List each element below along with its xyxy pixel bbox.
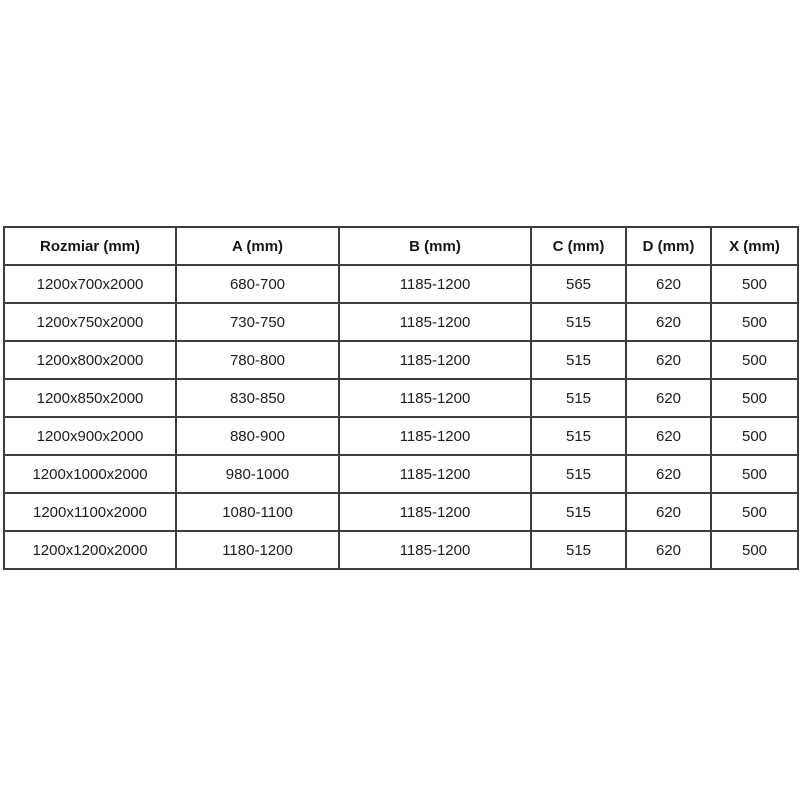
table-cell: 515 <box>531 493 626 531</box>
table-cell: 1180-1200 <box>176 531 339 569</box>
table-row <box>4 493 798 531</box>
table-cell: 680-700 <box>176 265 339 303</box>
spec-table <box>3 226 799 570</box>
table-cell: 515 <box>531 455 626 493</box>
table-cell: 500 <box>711 379 798 417</box>
table-row <box>4 531 798 569</box>
table-cell: 730-750 <box>176 303 339 341</box>
table-cell: 620 <box>626 531 711 569</box>
table-cell: 1185-1200 <box>339 493 531 531</box>
table-cell: 515 <box>531 379 626 417</box>
table-cell: 880-900 <box>176 417 339 455</box>
column-header-x: X (mm) <box>711 227 798 265</box>
table-cell: 1185-1200 <box>339 265 531 303</box>
table-cell: 1185-1200 <box>339 455 531 493</box>
table-cell: 1200x900x2000 <box>4 417 176 455</box>
table-cell: 1200x750x2000 <box>4 303 176 341</box>
table-cell: 1185-1200 <box>339 379 531 417</box>
table-cell: 515 <box>531 341 626 379</box>
table-cell: 620 <box>626 417 711 455</box>
table-cell: 620 <box>626 341 711 379</box>
table-cell: 515 <box>531 303 626 341</box>
table-cell: 620 <box>626 379 711 417</box>
table-cell: 1080-1100 <box>176 493 339 531</box>
spec-table-container <box>3 226 797 570</box>
spec-table-body <box>4 265 798 569</box>
table-cell: 500 <box>711 265 798 303</box>
table-cell: 500 <box>711 493 798 531</box>
table-row <box>4 417 798 455</box>
table-row <box>4 379 798 417</box>
table-cell: 565 <box>531 265 626 303</box>
table-row <box>4 265 798 303</box>
table-cell: 980-1000 <box>176 455 339 493</box>
table-cell: 500 <box>711 455 798 493</box>
table-cell: 620 <box>626 455 711 493</box>
table-cell: 1200x1200x2000 <box>4 531 176 569</box>
table-cell: 1200x1000x2000 <box>4 455 176 493</box>
column-header-rozmiar: Rozmiar (mm) <box>4 227 176 265</box>
table-row <box>4 455 798 493</box>
table-cell: 780-800 <box>176 341 339 379</box>
table-cell: 1200x1100x2000 <box>4 493 176 531</box>
table-cell: 620 <box>626 265 711 303</box>
table-cell: 500 <box>711 341 798 379</box>
table-cell: 515 <box>531 417 626 455</box>
table-cell: 1185-1200 <box>339 303 531 341</box>
table-cell: 515 <box>531 531 626 569</box>
header-row <box>4 227 798 265</box>
table-cell: 620 <box>626 303 711 341</box>
table-cell: 500 <box>711 531 798 569</box>
table-cell: 500 <box>711 417 798 455</box>
table-row <box>4 303 798 341</box>
table-cell: 620 <box>626 493 711 531</box>
table-row <box>4 341 798 379</box>
table-cell: 1200x700x2000 <box>4 265 176 303</box>
column-header-a: A (mm) <box>176 227 339 265</box>
column-header-d: D (mm) <box>626 227 711 265</box>
table-cell: 1200x850x2000 <box>4 379 176 417</box>
table-cell: 500 <box>711 303 798 341</box>
table-cell: 1185-1200 <box>339 417 531 455</box>
column-header-b: B (mm) <box>339 227 531 265</box>
table-cell: 1200x800x2000 <box>4 341 176 379</box>
table-cell: 1185-1200 <box>339 341 531 379</box>
table-cell: 830-850 <box>176 379 339 417</box>
column-header-c: C (mm) <box>531 227 626 265</box>
table-cell: 1185-1200 <box>339 531 531 569</box>
